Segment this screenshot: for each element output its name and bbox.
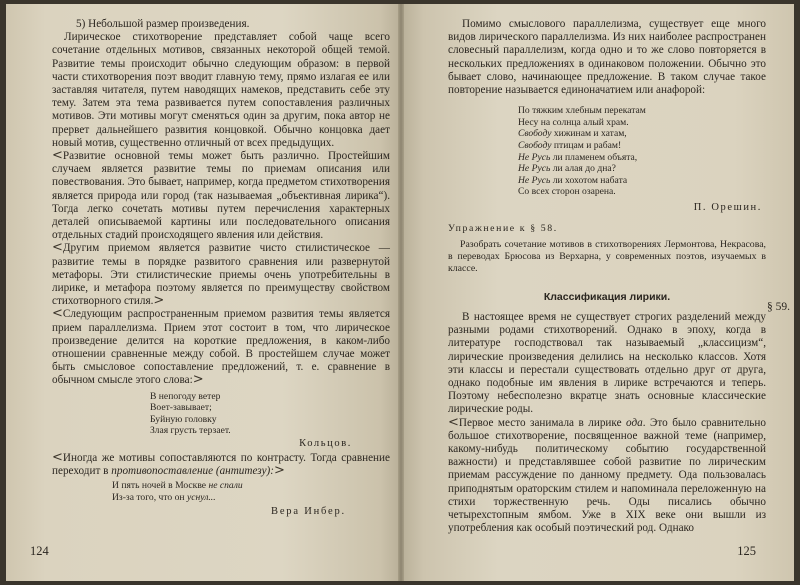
poem-line: Из-за того, что он уснул... bbox=[112, 492, 216, 504]
section-title: Классификация лирики. bbox=[543, 290, 671, 303]
left-page bbox=[6, 4, 400, 581]
poem-quote bbox=[52, 478, 390, 503]
poem-line: Со всех сторон озарена. bbox=[518, 186, 616, 198]
poem-author: Вера Инбер. bbox=[271, 505, 346, 517]
poem-author: Кольцов. bbox=[299, 438, 352, 450]
right-page bbox=[400, 4, 794, 581]
margin-bracket-mark: > bbox=[153, 293, 165, 309]
paragraph: Помимо смыслового параллелизма, существует еще много видов лирического параллелизма. Из них наиболее распространен словесный параллелизм, когда одно и то же слово повторяется в нескольких предложениях в одинаковом положении. Обычно это бывает слово, начинающее предложение. В таком случае такое повторение называется единоначатием или анафорой: bbox=[448, 18, 766, 97]
poem-line: Не Русь ли пламенем объята, bbox=[518, 151, 638, 163]
margin-bracket-mark: < bbox=[52, 450, 63, 466]
page-number: 124 bbox=[30, 544, 49, 558]
paragraph: <Развитие основной темы может быть различно. Простейшим случаем является развитие темы по приемам описания или повествования. Это бывает, например, когда предметом стихотворения является природа или город (так называемая „объективная лирика“). Тогда легко сочетать мотивы путем перечисления характерных деталей описываемой картины или последовательного описания отдельных стадий происходящего явления или действия. bbox=[52, 148, 390, 242]
margin-bracket-mark: > bbox=[274, 463, 285, 479]
poem-line: Свободу хижинам и хатам, bbox=[518, 128, 627, 140]
paragraph: <Иногда же мотивы сопоставляются по контрасту. Тогда сравнение переходит в противопоставление (антитезу):> bbox=[52, 450, 390, 479]
margin-bracket-mark: < bbox=[52, 148, 63, 164]
exercise-text: Разобрать сочетание мотивов в стихотворениях Лермонтова, Некрасова, в переводах Брюсова из Верхарна, у современных поэтов, изучаемых в классе. bbox=[448, 238, 766, 274]
poem-line: И пять ночей в Москве не спали bbox=[112, 480, 243, 492]
paragraph: <Другим приемом является развитие чисто стилистическое — развитие темы в порядке развитого сравнения или развернутой метафоры. Эти стилистические приемы очень употребительны в лирике, и метафора поэтому является по преимуществу свойством стихотворного стиля.> bbox=[52, 240, 390, 309]
paragraph: В настоящее время не существует строгих разделений между разными родами стихотворений. Однако в эпоху, когда в литературе господствовал так называемый „классицизм“, лирические произведения делились на несколько классов. Хотя эти классы и перестали существовать отдельно друг от друга, однако подобные им явления в лирике встречаются и теперь. Поэтому небесполезно вкратце знать основные классические лирические роды. bbox=[448, 310, 766, 416]
margin-bracket-mark: > bbox=[192, 372, 204, 388]
margin-bracket-mark: < bbox=[52, 306, 63, 322]
poem-line: Воет-завывает; bbox=[150, 402, 212, 414]
paragraph: Лирическое стихотворение представляет собой чаще всего сочетание отдельных мотивов, связанных некоторой общей темой. Развитие темы происходит обычно следующим образом: в первой части стихотворения поэт вводит главную тему, прямо излагая ее или заставляя читателя, путем наводящих намеков, представить себе эту тему. Затем эта тема развивается путем сопоставления различных мотивов. Эти мотивы могут сменяться один за другим, пока автор не прервет дальнейшего развития концовкой. Обычно концовка дает новый мотив, существенно отличный от всех предыдущих. bbox=[52, 31, 390, 149]
margin-bracket-mark: < bbox=[448, 414, 459, 430]
page-number: 125 bbox=[737, 544, 756, 558]
poem-line: Свободу птицам и рабам! bbox=[518, 140, 622, 151]
poem-line: По тяжким хлебным перекатам bbox=[518, 105, 646, 117]
paragraph: <Следующим распространенным приемом развития темы является прием параллелизма. Прием этот состоит в том, что лирическое произведение делится на короткие предложения, в каком-либо отношении сравненные между собой. В простейшем случае может быть смысловое сопоставление предложений, т. е. сравнение в обычном смысле этого слова:> bbox=[52, 306, 390, 388]
poem-line: Злая грусть терзает. bbox=[150, 425, 231, 437]
book-spread bbox=[6, 4, 794, 581]
poem-line: Буйную головку bbox=[150, 413, 217, 425]
poem-quote bbox=[52, 388, 390, 437]
exercise-label: Упражнение к § 58. bbox=[448, 222, 558, 234]
margin-bracket-mark: < bbox=[52, 240, 63, 256]
paragraph: <Первое место занимала в лирике ода. Это было сравнительно большое стихотворение, посвященное важной теме (например, какому-нибудь политическому событию государственной важности) и представлявшее собой развитие по лирическим приемам рассуждение по данному предмету. Ода пользовалась приподнятым ораторским стилем и напоминала переложенную на стихи торжественную речь. Оды писались обычно четырехстопным ямбом. Уже в XIX веке они вышли из употребления как особый поэтический род. Однако bbox=[448, 414, 766, 535]
poem-line: Не Русь ли алая до дна? bbox=[518, 163, 616, 175]
poem-quote bbox=[448, 97, 766, 198]
section-number: § 59. bbox=[767, 301, 790, 313]
heading-item: 5) Небольшой размер произведения. bbox=[76, 18, 250, 30]
poem-line: Не Русь ли хохотом набата bbox=[518, 174, 628, 186]
poem-line: Несу на солнца алый храм. bbox=[518, 116, 629, 128]
book-gutter bbox=[398, 4, 404, 581]
poem-line: В непогоду ветер bbox=[150, 390, 221, 402]
poem-author: П. Орешин. bbox=[693, 201, 762, 213]
